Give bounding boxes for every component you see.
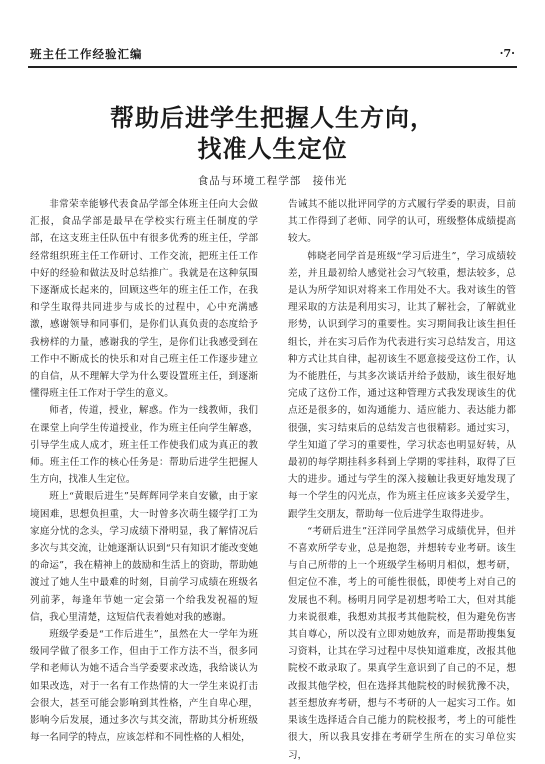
- paragraph: 韩晓老同学首是班级“学习后进生”，学习成绩较差，并且最初给人感觉社会习气较重，想法较多，总是认为所学知识对将来工作用处不大。我对该生的管理采取的方法是利用实习，让其了解社会，了解就业形势，认识到学习的重要性。实习期间我让该生担任组长，并在实习后作为代表进行实习总结发言，用这种方式让其自律，起初该生不愿意接受这份工作，认为不能胜任，与其多次谈话并给予鼓励，该生很好地完成了这份工作，通过这种管理方式我发现该生的优点还是很多的，如沟通能力、适应能力、表达能力都很强，实习结束后的总结发言也很精彩。通过实习，学生知道了学习的重要性，学习状态也明显好转，从最初的每学期挂科多科到上学期的零挂科，取得了巨大的进步。通过与学生的深入接触让我更好地发现了每一个学生的闪光点，作为班主任应该多关爱学生，跟学生交朋友，帮助每一位后进学生取得进步。: [288, 250, 516, 520]
- article-byline: 食品与环境工程学部 接伟光: [197, 175, 348, 187]
- paragraph: “考研后进生”汪洋同学虽然学习成绩优异，但并不喜欢所学专业，总是抱怨，并想转专业考研。该生与自己所带的上一个班级学生杨明月相似，想考研，但定位不准，考上的可能性很低，即使考上对自己的发展也不利。杨明月同学是初想考哈工大，但对其能力来说很难，我想劝其报考其他院校，但为避免伤害其自尊心，所以没有立即劝她放弃，而是帮助搜集复习资料，让其在学习过程中尽快知道难度，改报其他院校不敢录取了。果真学生意识到了自己的不足，想改报其他学校，但在选择其他院校的时候犹豫不决，甚至想放弃考研，想与不考研的人一起实习工作。如果该生选择适合自己能力的院校报考，考上的可能性很大，所以我具安排在考研学生所在的实习单位实习，: [288, 525, 516, 761]
- page-number: ·7·: [499, 47, 515, 60]
- left-column: [30, 196, 258, 747]
- paragraph: 告诫其不能以批评同学的方式履行学委的职责，目前其工作得到了老师、同学的认可，班级整体成绩提高较大。: [288, 199, 516, 245]
- paragraph: 师者，传道，授业，解惑。作为一线教师，我们在课堂上向学生传道授业，作为班主任向学生解惑，引导学生成人成才，班主任工作使我们成为真正的教师。班主任工作的核心任务是：帮助后进学生把握人生方向，找准人生定位。: [30, 405, 258, 486]
- right-column: [288, 196, 516, 764]
- paragraph: 班级学委是“工作后进生”，虽然在大一学年为班级同学做了很多工作，但由于工作方法不当，很多同学和老师认为她不适合当学委要求改选，我给谈认为如果改选，对于一名有工作热情的大一学生来说打击会很大，甚至可能会影响到其性格，产生自卑心理，影响今后发展，通过多次与其交流，帮助其分析班级每一名同学的特点，应该怎样和不同性格的人相处，: [30, 629, 258, 744]
- paragraph: 班上“黄眼后进生”吴辉辉同学来自安徽，由于家境困难，思想负担重，大一时曾多次萌生辍学打工为家庭分忧的念头，学习成绩下滑明显，我了解情况后多次与其交流，让她逐渐认识到“只有知识才能改变她的命运”，我在精神上的鼓励和生活上的资助，帮助她渡过了她人生中最难的时刻，目前学习成绩在班级名列前茅，每逢年节她一定会第一个给我发祝福的短信，我心里清楚，这短信代表着她对我的感谢。: [30, 491, 258, 623]
- paragraph: 非常荣幸能够代表食品学部全体班主任向大会做汇报，食品学部是最早在学校实行班主任制度的学部，在这支班主任队伍中有很多优秀的班主任，学部经常组织班主任工作研讨、工作交流，把班主任工作中好的经验和做法及时总结推广。我就是在这种氛围下逐渐成长起来的，回顾这些年的班主任工作，在我和学生取得共同进步与成长的过程中，心中充满感激，感谢领导和同事们，是你们认真负责的态度给予我榜样的力量，感谢我的学生，是你们让我感受到在工作中不断成长的快乐和对自己班主任工作逐步建立的自信，从不理解大学为什么要设置班主任，到逐渐懂得班主任工作对于学生的意义。: [30, 199, 258, 400]
- article-title-line1: 帮助后进学生把握人生方向，: [110, 104, 435, 132]
- running-title: 班主任工作经验汇编: [30, 47, 143, 61]
- running-header: [28, 46, 517, 68]
- article-title-line2: 找准人生定位: [197, 135, 348, 163]
